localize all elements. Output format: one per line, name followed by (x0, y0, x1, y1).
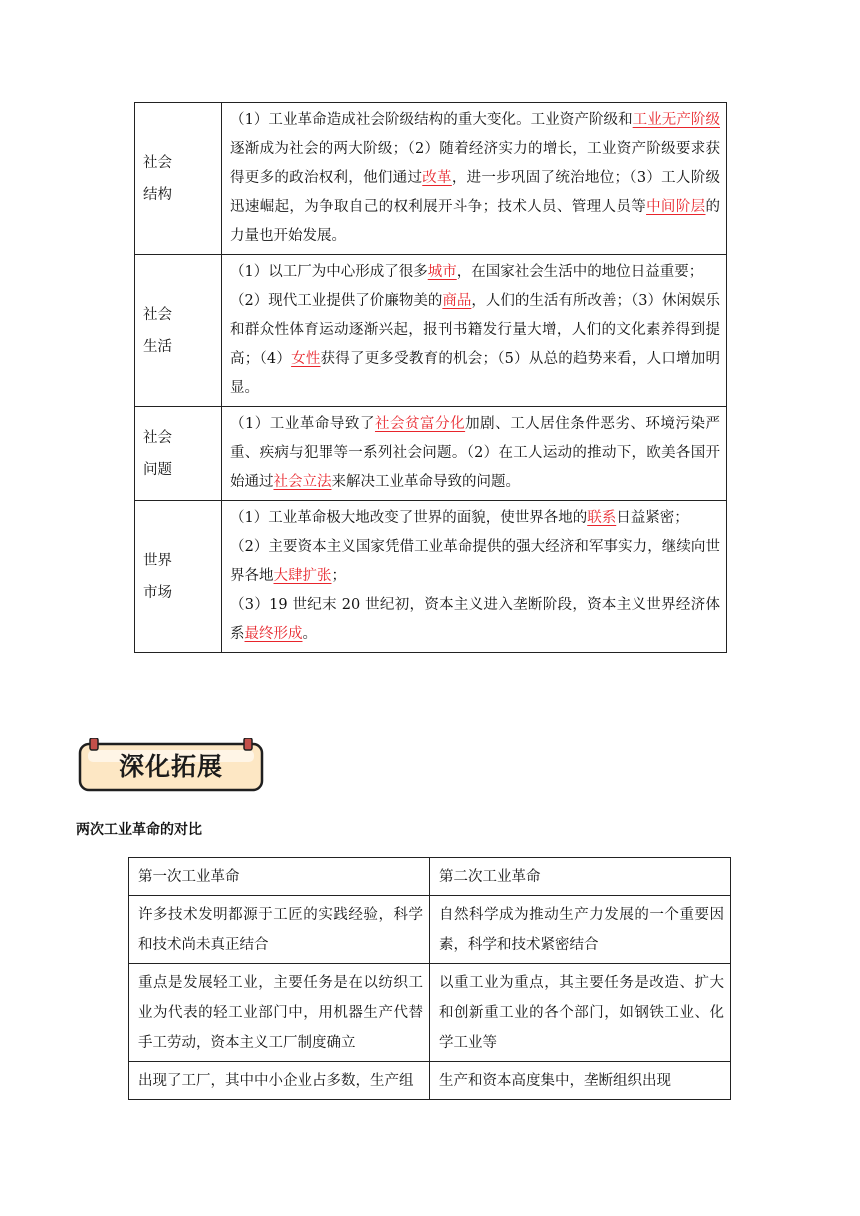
body-text: ； (331, 568, 346, 584)
key-term: 城市 (427, 264, 457, 280)
body-text: （3）19 世纪末 20 世纪初，资本主义进入垄断阶段，资本主义世界经济体系 (230, 597, 720, 642)
first-revolution-cell: 重点是发展轻工业，主要任务是在以纺织工业为代表的轻工业部门中，用机器生产代替手工劳动，资本主义工厂制度确立 (129, 964, 430, 1062)
first-revolution-cell: 许多技术发明都源于工匠的实践经验，科学和技术尚未真正结合 (129, 896, 430, 964)
body-text: （1）以工厂为中心形成了很多 (230, 264, 428, 280)
header-cell-first: 第一次工业革命 (129, 858, 430, 896)
first-revolution-cell: 出现了工厂，其中中小企业占多数，生产组 (129, 1062, 430, 1100)
social-impact-table (134, 102, 727, 653)
body-text: 逐渐成为社会的两大阶级；（2）随着经济实力的增长，工业资产阶级要求获得更多的政治权利，他们通过 (230, 141, 720, 186)
second-revolution-cell: 生产和资本高度集中，垄断组织出现 (430, 1062, 731, 1100)
second-revolution-cell: 以重工业为重点，其主要任务是改造、扩大和创新重工业的各个部门，如钢铁工业、化学工业等 (430, 964, 731, 1062)
key-term: 商品 (442, 293, 472, 309)
key-term: 社会贫富分化 (374, 416, 466, 432)
key-term: 工业无产阶级 (632, 112, 720, 128)
row-label-line: 结构 (143, 186, 172, 203)
row-label-line: 市场 (143, 584, 172, 601)
comparison-header-row (129, 858, 731, 896)
table-row (135, 407, 727, 501)
row-label-line: 世界 (143, 552, 172, 569)
body-text: 来解决工业革命导致的问题。 (331, 474, 520, 490)
comparison-row (129, 896, 731, 964)
key-term: 联系 (587, 510, 617, 526)
comparison-title: 两次工业革命的对比 (76, 822, 202, 838)
page-bottom-margin (0, 1101, 860, 1216)
comparison-row (129, 1062, 731, 1100)
banner-title: 深化拓展 (118, 752, 223, 781)
body-text: 获得了更多受教育的机会；（5）从总的趋势来看，人口增加明显。 (230, 351, 721, 396)
body-text: （1）工业革命极大地改变了世界的面貌，使世界各地的 (230, 510, 588, 526)
body-text: （2）主要资本主义国家凭借工业革命提供的强大经济和军事实力，继续向世界各地 (230, 539, 720, 584)
row-label-line: 生活 (143, 338, 172, 355)
key-term: 中间阶层 (646, 199, 706, 215)
body-text: ，进一步巩固了统治地位；（3）工人阶级迅速崛起，为争取自己的权利展开斗争；技术人员、管理人员等 (230, 170, 720, 215)
header-cell-second: 第二次工业革命 (430, 858, 731, 896)
body-text: 。 (302, 626, 317, 642)
row-content (222, 407, 727, 501)
body-text: （2）现代工业提供了价廉物美的 (230, 293, 443, 309)
body-text: （1）工业革命导致了 (230, 416, 375, 432)
body-text: 日益紧密； (616, 510, 689, 526)
row-label-line: 社会 (143, 306, 172, 323)
key-term: 大肆扩张 (273, 568, 332, 584)
body-text: 的力量也开始发展。 (230, 199, 720, 244)
row-label-line: 问题 (143, 461, 172, 478)
key-term: 最终形成 (244, 626, 303, 642)
key-term: 改革 (422, 170, 452, 186)
row-content (222, 501, 727, 653)
comparison-table (128, 857, 731, 1100)
key-term: 社会立法 (273, 474, 332, 490)
row-label-line: 社会 (143, 154, 172, 171)
body-text: ，人们的生活有所改善；（3）休闲娱乐和群众性体育运动逐渐兴起，报刊书籍发行量大增，人们的文化素养得到提高；（4） (230, 293, 721, 367)
row-label (135, 255, 222, 407)
row-content (222, 103, 727, 255)
row-label (135, 407, 222, 501)
second-revolution-cell: 自然科学成为推动生产力发展的一个重要因素，科学和技术紧密结合 (430, 896, 731, 964)
comparison-row (129, 964, 731, 1062)
row-label (135, 501, 222, 653)
section-banner (78, 738, 264, 792)
body-text: ，在国家社会生活中的地位日益重要； (456, 264, 704, 280)
body-text: 加剧、工人居住条件恶劣、环境污染严重、疾病与犯罪等一系列社会问题。（2）在工人运动的推动下，欧美各国开始通过 (230, 416, 721, 490)
table-row (135, 501, 727, 653)
row-label (135, 103, 222, 255)
table-row (135, 255, 727, 407)
body-text: （1）工业革命造成社会阶级结构的重大变化。工业资产阶级和 (230, 112, 633, 128)
key-term: 女性 (291, 351, 321, 367)
table-row (135, 103, 727, 255)
row-label-line: 社会 (143, 429, 172, 446)
row-content (222, 255, 727, 407)
